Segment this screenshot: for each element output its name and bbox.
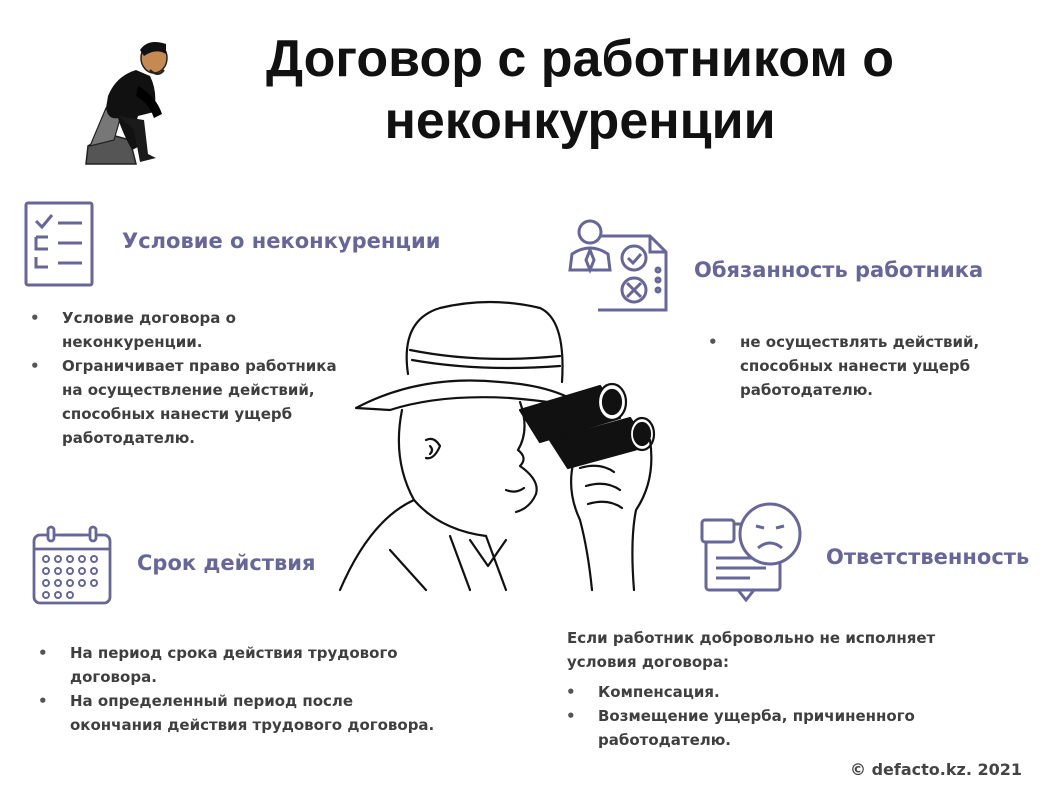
condition-heading: Условие о неконкуренции xyxy=(122,229,441,253)
liability-heading: Ответственность xyxy=(826,545,1030,569)
list-item: • Возмещение ущерба, причиненного работодателю. xyxy=(564,704,984,752)
thinker-statue-icon xyxy=(78,36,178,168)
list-item: • Условие договора о неконкуренции. xyxy=(28,306,348,354)
list-item: • Компенсация. xyxy=(564,680,984,704)
title-line-1: Договор с работником о xyxy=(265,30,894,88)
list-item: • не осуществлять действий, способных нанести ущерб работодателю. xyxy=(706,330,1006,402)
copyright-footer: © defacto.kz. 2021 xyxy=(850,760,1022,779)
sad-face-message-icon xyxy=(700,502,808,606)
list-item: • На период срока действия трудового договора. xyxy=(36,641,436,689)
term-list xyxy=(36,641,436,737)
list-item: • Ограничивает право работника на осуществление действий, способных нанести ущерб работодателю. xyxy=(28,354,348,450)
duty-list xyxy=(706,330,1006,402)
checklist-icon xyxy=(24,201,94,287)
duty-heading: Обязанность работника xyxy=(694,258,984,282)
term-heading: Срок действия xyxy=(137,551,316,575)
title-line-2: неконкуренции xyxy=(384,92,776,150)
calendar-icon xyxy=(32,525,112,605)
liability-list xyxy=(564,680,984,752)
man-with-binoculars-illustration xyxy=(330,290,710,600)
condition-list xyxy=(28,306,348,450)
list-item: • На определенный период после окончания действия трудового договора. xyxy=(36,689,436,737)
page-title xyxy=(200,28,960,152)
liability-intro: Если работник добровольно не исполняет условия договора: xyxy=(567,629,936,671)
